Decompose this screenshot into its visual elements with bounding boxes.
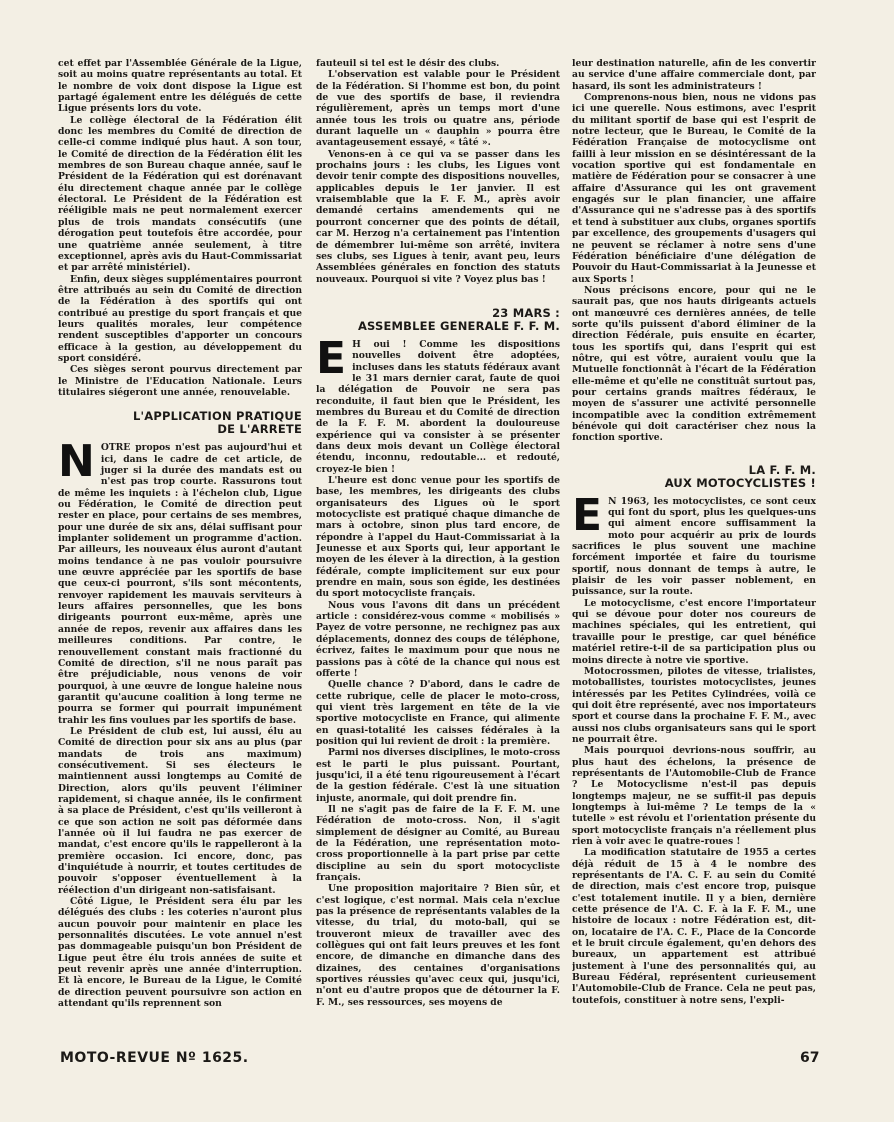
paragraph: Nous précisons encore, pour qui ne le saurait pas, que nos hauts dirigeants actuels ont manœuvré ces dernières années, de telle sorte qu'ils puissent d'abord éliminer de la direction Fédérale, puis ensuite en écarter, tous les sportifs qui, dans l'esprit qui est nôtre, qui est vôtre, auraient voulu que la Mutuelle fonctionnât à l'écart de la Fédération elle-même et qu'elle ne constituât surtout pas, pour certains grands maîtres fédéraux, le moyen de s'assurer une activité personnelle incompatible avec la condition extrêmement bénévole qui doit caractériser chez nous la fonction sportive. [572, 284, 816, 444]
page-number: 67 [800, 1050, 820, 1066]
paragraph: Enfin, deux sièges supplémentaires pourront être attribués au sein du Comité de direction de la Fédération à des sportifs qui ont contribué au prestige du sport français et que leurs qualités morales, leur compétence rendent susceptibles d'apporter un concours efficace à la gestion, au développement du sport considéré. [58, 273, 302, 364]
drop-cap: E [572, 489, 603, 541]
drop-cap: N [58, 436, 95, 488]
section-heading [316, 307, 560, 333]
paragraph: cet effet par l'Assemblée Générale de la Ligue, soit au moins quatre représentants au total. Et le nombre de voix dont dispose la Ligue est partagé également entre les délégués de cette Ligue présents lors du vote. [58, 58, 302, 115]
drop-cap: E [316, 332, 347, 384]
paragraph-with-dropcap [316, 332, 560, 475]
paragraph: Ces sièges seront pourvus directement par le Ministre de l'Education Nationale. Leurs titulaires siégeront une année, renouvelable. [58, 364, 302, 398]
heading-line: ASSEMBLEE GENERALE F. F. M. [357, 318, 560, 333]
column-1 [58, 58, 302, 1038]
paragraph: L'heure est donc venue pour les sportifs de base, les membres, les dirigeants des clubs organisateurs des Ligues où le sport motocycliste est pratiqué chaque dimanche de mars à octobre, sinon plus tard encore, de répondre à l'appel du Haut-Commissariat à la Jeunesse et aux Sports qui, leur apportant le moyen de les élever à la direction, à la gestion fédérale, compte implicitement sur eux pour prendre en main, sous son égide, les destinées du sport motocycliste français. [316, 475, 560, 600]
paragraph-text: OTRE propos n'est pas aujourd'hui et ici, dans le cadre de cet article, de juger si la durée des mandats est ou n'est pas trop courte. Rassurons tout de même les inquiets : à l'échelon club, Ligue ou Fédération, le Comité de direction peut rester en place, pour certains de ses membres, pour une durée de six ans, délai suffisant pour implanter solidement un programme d'action. Par ailleurs, les nouveaux élus auront d'autant moins tendance à ne pas vouloir poursuivre une œuvre appréciée par les sportifs de base que ceux-ci pourront, s'ils sont mécontents, renvoyer rapidement les mauvais serviteurs à leurs affaires personnelles, que les bons dirigeants pourront eux-même, après une année de repos, revenir aux affaires dans les meilleures conditions. Par contre, le renouvellement constant mais fractionné du Comité de direction, s'il ne nous paraît pas être préjudiciable, nous venons de voir pourquoi, à une œuvre de longue haleine nous garantit qu'aucune coalition à long terme ne pourra se former qui pourrait impunément trahir les fins voulues par les sportifs de base. [58, 442, 302, 726]
paragraph: Le collège électoral de la Fédération élit donc les membres du Comité de direction de celle-ci comme indiqué plus haut. A son tour, le Comité de direction de la Fédération élit les membres de son Bureau chaque année, sauf le Président de la Fédération qui est dorénavant élu directement chaque année par le collège électoral. Le Président de la Fédération est rééligible mais ne peut normalement exercer plus de trois mandats consécutifs (une dérogation peut toutefois être accordée, pour une quatrième année seulement, à titre exceptionnel, après avis du Haut-Commissariat et par arrêté ministériel). [58, 114, 302, 274]
paragraph: Mais pourquoi devrions-nous souffrir, au plus haut des échelons, la présence de représentants de l'Automobile-Club de France ? Le Motocyclisme n'est-il pas depuis longtemps majeur, ne se suffit-il pas depuis longtemps à lui-même ? Le temps de la « tutelle » est révolu et l'orientation présente du sport motocycliste français n'a réellement plus rien à voir avec le quatre-roues ! [572, 745, 816, 847]
paragraph-with-dropcap [58, 436, 302, 726]
paragraph-text: H oui ! Comme les dispositions nouvelles doivent être adoptées, incluses dans les statuts fédéraux avant le 31 mars dernier carat, faute de quoi la délégation de Pouvoir ne sera pas reconduite, il faut bien que le Président, les membres du Bureau et du Comité de direction de la F. F. M. abordent la douloureuse expérience qui va consister à se présenter dans deux mois devant un Collège électoral étendu, inconnu, redoutable... et redouté, croyez-le bien ! [316, 338, 560, 475]
paragraph: Une proposition majoritaire ? Bien sûr, et c'est logique, c'est normal. Mais cela n'exclue pas la présence de représentants valables de la vitesse, du trial, du moto-ball, qui se trouveront mieux de travailler avec des collègues qui ont fait leurs preuves et les font encore, de dimanche en dimanche dans des dizaines, des centaines d'organisations sportives réussies qu'avec ceux qui, jusqu'ici, n'ont eu d'autre propos que de détourner la F. F. M., ses ressources, ses moyens de [316, 883, 560, 1008]
paragraph: Il ne s'agit pas de faire de la F. F. M. une Fédération de moto-cross. Non, il s'agit simplement de désigner au Comité, au Bureau de la Fédération, une représentation moto-cross proportionnelle à la part prise par cette discipline au sein du sport motocycliste français. [316, 803, 560, 884]
paragraph-with-dropcap [572, 489, 816, 598]
magazine-issue-footer: MOTO-REVUE Nº 1625. [60, 1050, 249, 1066]
paragraph: Côté Ligue, le Président sera élu par les délégués des clubs : les coteries n'auront plus aucun pouvoir pour maintenir en place les personnalités discutées. Le vote annuel n'est pas dommageable puisqu'un bon Président de Ligue peut être élu trois années de suite et peut revenir après une année d'interruption. Et là encore, le Bureau de la Ligue, le Comité de direction peuvent poursuivre son action en attendant qu'ils reprennent son [58, 896, 302, 1010]
column-2 [316, 58, 560, 1038]
heading-line: DE L'ARRETE [217, 422, 302, 437]
heading-line: LA F. F. M. [748, 462, 816, 477]
paragraph: Le Président de club est, lui aussi, élu au Comité de direction pour six ans au plus (par mandats de trois ans maximum) consécutivement. Si ses électeurs le maintiennent aussi longtemps au Comité de Direction, alors qu'ils peuvent l'éliminer rapidement, si chaque année, ils le confirment à sa place de Président, c'est qu'ils veilleront à ce que son action ne soit pas déformée dans l'année où il lui faudra ne pas exercer de mandat, c'est encore qu'ils le rappelleront à la première occasion. Ici encore, donc, pas d'inquiétude à nourrir, et toutes certitudes de pouvoir s'opposer éventuellement à la réélection d'un dirigeant non-satisfaisant. [58, 725, 302, 896]
paragraph: fauteuil si tel est le désir des clubs. [316, 58, 500, 69]
section-heading [58, 410, 302, 436]
paragraph: Venons-en à ce qui va se passer dans les prochains jours : les clubs, les Ligues vont devoir tenir compte des dispositions nouvelles, applicables depuis le 1er janvier. Il est vraisemblable que la F. F. M., après avoir demandé certains amendements qui ne pourront concerner que des points de détail, car M. Herzog n'a certainement pas l'intention de démembrer lui-même son arrêté, invitera ses clubs, ses Ligues à tenir, avant peu, leurs Assemblées générales en fonction des statuts nouveaux. Pourquoi si vite ? Voyez plus bas ! [316, 148, 560, 285]
paragraph: Nous vous l'avons dit dans un précédent article : considérez-vous comme « mobilisés » Payez de votre personne, ne rechignez pas aux déplacements, donnez des coups de téléphone, écrivez, faites le maximum pour que nous ne passions pas à côté de la chance qui nous est offerte ! [316, 599, 560, 679]
paragraph: L'observation est valable pour le Président de la Fédération. Si l'homme est bon, du point de vue des sportifs de base, il reviendra régulièrement, après un temps mort d'une année tous les trois ou quatre ans, période durant laquelle un « dauphin » pourra être avantageusement essayé, « tâté ». [316, 69, 560, 149]
paragraph: Le motocyclisme, c'est encore l'importateur qui se dévoue pour doter nos coureurs de machines spéciales, qui les entretient, qui travaille pour le prestige, car quel bénéfice matériel retire-t-il de sa participation plus ou moins directe à notre vie sportive. [572, 597, 816, 666]
heading-line: AUX MOTOCYCLISTES ! [664, 475, 816, 490]
paragraph: Quelle chance ? D'abord, dans le cadre de cette rubrique, celle de placer le moto-cross, qui vient très largement en tête de la vie sportive motocycliste en France, qui alimente en quasi-totalité les caisses fédérales à la position qui lui revient de droit : la première. [316, 679, 560, 747]
heading-line: 23 MARS : [492, 305, 560, 320]
paragraph: Motocrossmen, pilotes de vitesse, trialistes, motoballistes, touristes motocyclistes, jeunes intéressés par les Petites Cylindrées, voilà ce qui doit être représenté, avec nos importateurs sport et course dans la prochaine F. F. M., avec aussi nos clubs organisateurs sans qui le sport ne pourrait être. [572, 665, 816, 745]
paragraph: leur destination naturelle, afin de les convertir au service d'une affaire commerciale dont, par hasard, ils sont les administrateurs ! [572, 58, 816, 92]
paragraph: Comprenons-nous bien, nous ne vidons pas ici une querelle. Nous estimons, avec l'esprit du militant sportif de base qui est l'esprit de notre lecteur, que le Bureau, le Comité de la Fédération Française de motocyclisme ont failli à leur mission en se désintéressant de la vocation sportive qui est fondamentale en matière de Fédération pour se consacrer à une affaire d'Assurance qui les ont gravement engagés sur le plan financier, une affaire d'Assurance qui ne s'adresse pas à des sportifs et tend à substituer aux clubs, organes sportifs par excellence, des groupements d'usagers qui ne peuvent se réclamer à notre sens d'une Fédération bénéficiaire d'une délégation de Pouvoir du Haut-Commissariat à la Jeunesse et aux Sports ! [572, 92, 816, 285]
paragraph: La modification statutaire de 1955 a certes déjà réduit de 15 à 4 le nombre des représentants de l'A. C. F. au sein du Comité de direction, mais c'est encore trop, puisque c'est totalement inutile. Il y a bien, dernière cette présence de l'A. C. F. à la F. F. M., une histoire de locaux : notre Fédération est, dit-on, locataire de l'A. C. F., Place de la Concorde et le bruit circule également, qu'en dehors des bureaux, un appartement est attribué justement à l'une des personnalités qui, au Bureau Fédéral, représentent curieusement l'Automobile-Club de France. Cela ne peut pas, toutefois, constituer à notre sens, l'expli- [572, 847, 816, 1006]
column-3 [572, 58, 816, 1038]
heading-line: L'APPLICATION PRATIQUE [133, 409, 302, 424]
paragraph-text: N 1963, les motocyclistes, ce sont ceux qui font du sport, plus les quelques-uns qui aiment encore suffisamment la moto pour acquérir au prix de lourds sacrifices le plus souvent une machine forcément importée et faire du tourisme sportif, nous donnant de temps à autre, le plaisir de les voir passer noblement, en puissance, sur la route. [572, 495, 816, 598]
paragraph: Parmi nos diverses disciplines, le moto-cross est le parti le plus puissant. Pourtant, jusqu'ici, il a été tenu rigoureusement à l'écart de la gestion fédérale. C'est là une situation injuste, anormale, qui doit prendre fin. [316, 747, 560, 804]
section-heading [572, 464, 816, 490]
